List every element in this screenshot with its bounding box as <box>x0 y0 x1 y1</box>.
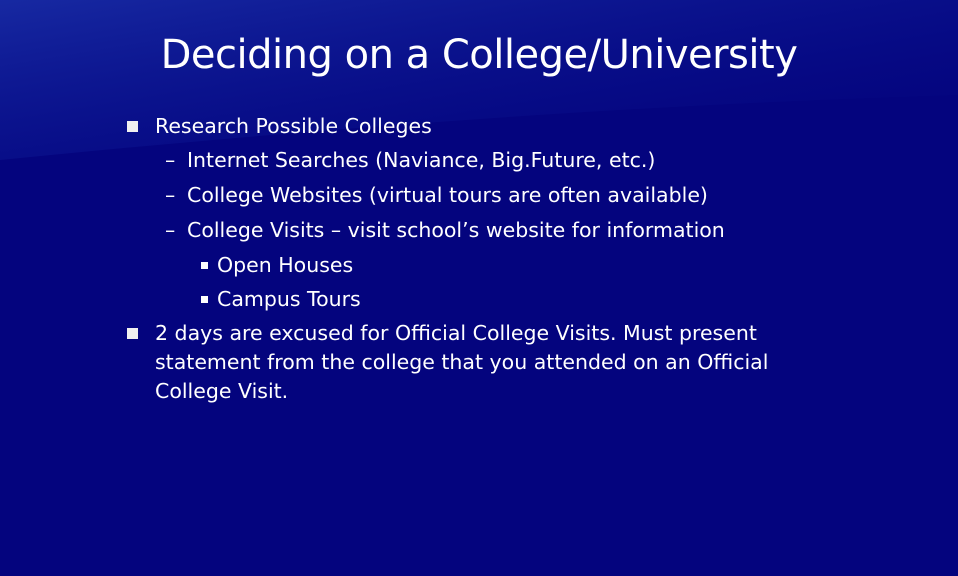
sub-sub-bullet-text: Campus Tours <box>217 287 361 311</box>
sub-bullet-item <box>165 146 655 174</box>
sub-bullet-text: College Visits – visit school’s website for information <box>187 218 725 242</box>
bullet-text-line: College Visit. <box>155 379 289 403</box>
bullet-text-line: statement from the college that you attended on an Official <box>155 350 769 374</box>
sub-sub-bullet-item <box>201 285 361 313</box>
sub-bullet-text: Internet Searches (Naviance, Big.Future, etc.) <box>187 148 656 172</box>
square-bullet-icon <box>201 296 208 303</box>
sub-sub-bullet-text: Open Houses <box>217 253 354 277</box>
bullet-marker <box>127 328 138 339</box>
dash-marker: – <box>165 183 176 207</box>
bullet-text-line: 2 days are excused for Official College Visits. Must present <box>155 321 757 345</box>
sub-bullet-item <box>165 216 725 244</box>
sub-bullet-item <box>165 181 708 209</box>
bullet-marker <box>127 121 138 132</box>
slide-title: Deciding on a College/University <box>160 32 798 78</box>
dash-marker: – <box>165 148 176 172</box>
square-bullet-icon <box>201 262 208 269</box>
sub-bullet-text: College Websites (virtual tours are often available) <box>187 183 708 207</box>
dash-marker: – <box>165 218 176 242</box>
sub-sub-bullet-item <box>201 251 353 279</box>
bullet-text: Research Possible Colleges <box>155 114 432 138</box>
